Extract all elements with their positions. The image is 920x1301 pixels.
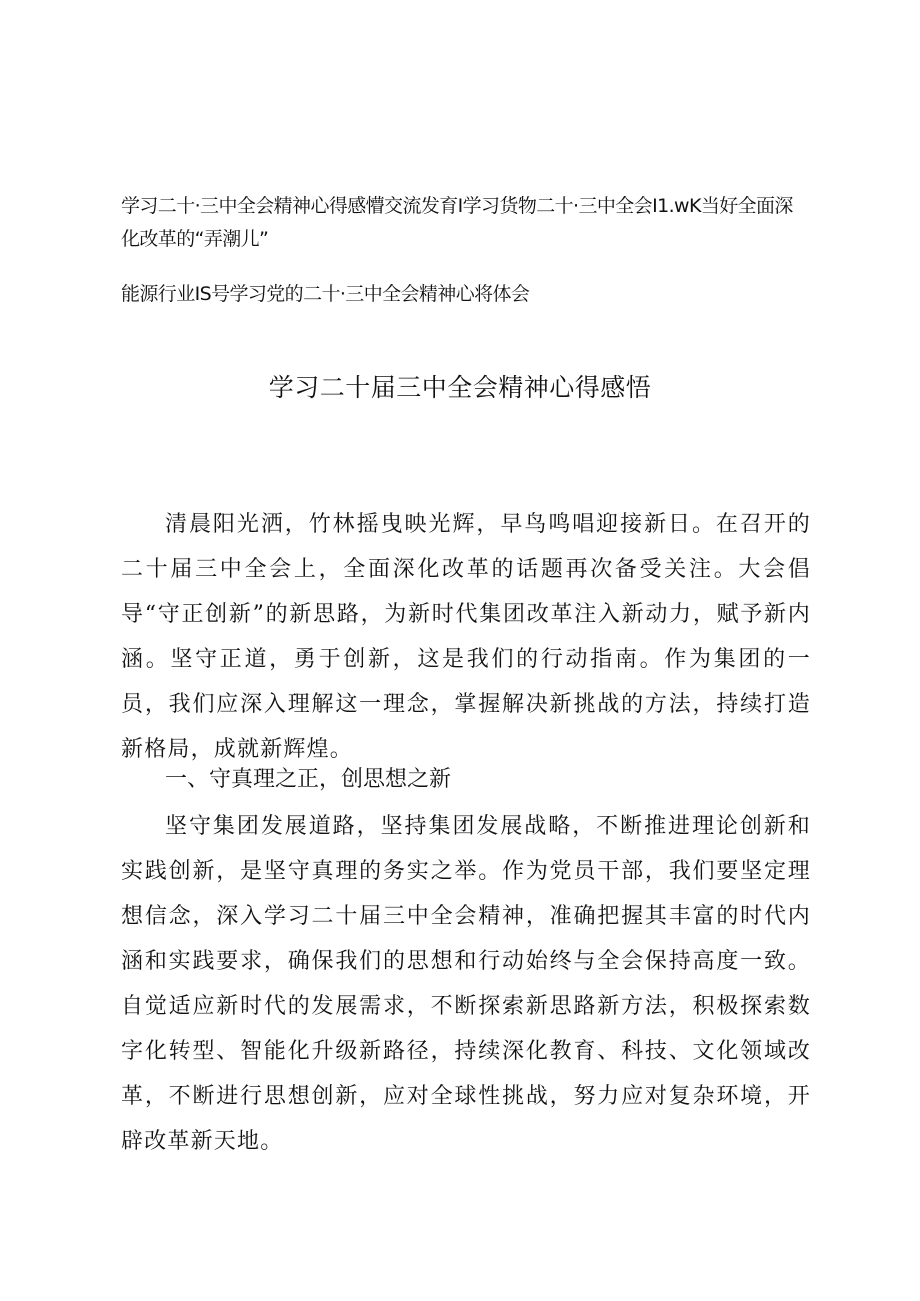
related-articles-list bbox=[121, 190, 811, 311]
related-article-entry-2: 能源行业IS号学习党的二十·三中全会精神心将体会 bbox=[121, 283, 530, 305]
document-title: 学习二十届三中全会精神心得感悟 bbox=[268, 373, 652, 402]
related-article-entry-1: 学习二十·三中全会精神心得感懵交流发育I学习货物二十·三中全会I1.wK当好全面深化改革的“弄潮儿” bbox=[121, 195, 793, 250]
intro-paragraph: 清晨阳光洒，竹林摇曳映光辉，早鸟鸣唱迎接新日。在召开的二十届三中全会上，全面深化改革的话题再次备受关注。大会倡导“守正创新”的新思路，为新时代集团改革注入新动力，赋予新内涵。坚守正道，勇于创新，这是我们的行动指南。作为集团的一员，我们应深入理解这一理念，掌握解决新挑战的方法，持续打造新格局，成就新辉煌。 bbox=[121, 512, 811, 762]
section-1-paragraph: 坚守集团发展道路，坚持集团发展战略，不断推进理论创新和实践创新，是坚守真理的务实之举。作为党员干部，我们要坚定理想信念，深入学习二十届三中全会精神，准确把握其丰富的时代内涵和实践要求，确保我们的思想和行动始终与全会保持高度一致。自觉适应新时代的发展需求，不断探索新思路新方法，积极探索数字化转型、智能化升级新路径，持续深化教育、科技、文化领域改革，不断进行思想创新，应对全球性挑战，努力应对复杂环境，开辟改革新天地。 bbox=[121, 814, 811, 1154]
section-heading-1: 一、守真理之正，创思想之新 bbox=[165, 767, 452, 792]
